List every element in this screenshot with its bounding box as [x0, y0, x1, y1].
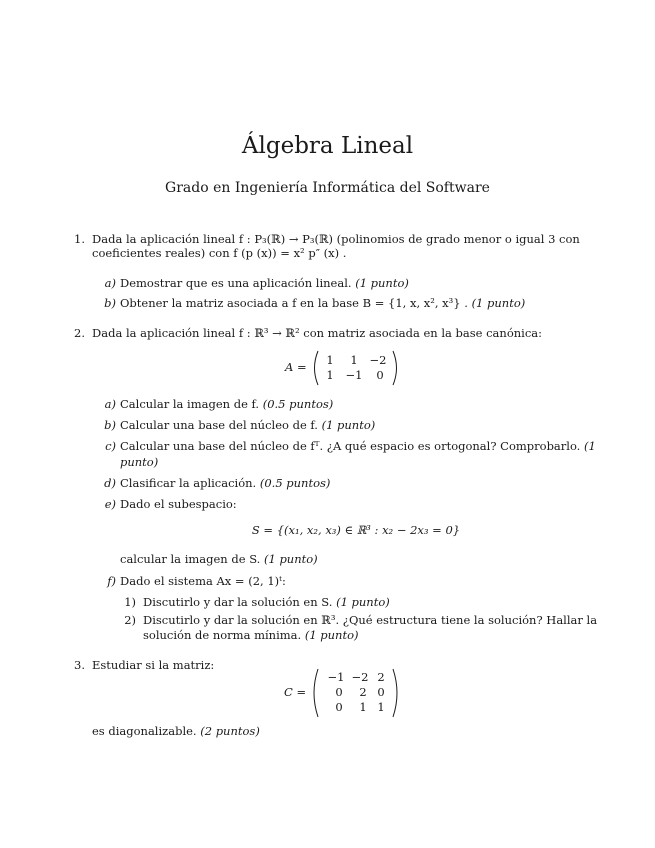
problem-2c-label: c) — [105, 439, 116, 453]
problem-2e-label: e) — [104, 497, 116, 511]
problem-3-after — [92, 724, 260, 739]
page-subtitle: Grado en Ingeniería Informática del Software — [165, 180, 490, 196]
problem-2-number: 2. — [74, 326, 85, 340]
matrix-a-left-paren — [315, 351, 319, 385]
problem-3-after-text: es diagonalizable. — [92, 724, 197, 738]
problem-2c-points: (1 — [584, 439, 596, 453]
problem-1b-text: Obtener la matriz asociada a f en la base B = {1, x, x², x³} . — [120, 296, 468, 310]
problem-2b-text: Calcular una base del núcleo de f. — [120, 418, 318, 432]
matrix-a-cell: 0 — [376, 368, 384, 382]
problem-2a — [120, 397, 333, 412]
problem-2c-text: Calcular una base del núcleo de fᵀ. ¿A qué espacio es ortogonal? Comprobarlo. — [120, 439, 581, 453]
matrix-c-cell: 1 — [377, 700, 385, 714]
problem-2a-label: a) — [104, 397, 116, 411]
problem-2b-label: b) — [104, 418, 116, 432]
problem-1a-text: Demostrar que es una aplicación lineal. — [120, 276, 352, 290]
problem-2d-text: Clasificar la aplicación. — [120, 476, 257, 490]
problem-3-statement: Estudiar si la matriz: — [92, 658, 215, 672]
problem-2e-text: Dado el subespacio: — [120, 497, 237, 511]
matrix-c-cell: −1 — [327, 670, 345, 684]
matrix-a-cell: −1 — [345, 368, 363, 382]
matrix-a-name: A = — [285, 360, 307, 374]
problem-2f2-text-line2: solución de norma mínima. — [143, 628, 302, 642]
problem-2c-points-cont: punto) — [120, 455, 159, 469]
problem-2f2-line2 — [143, 628, 359, 643]
problem-2e-after-text: calcular la imagen de S. — [120, 552, 261, 566]
problem-3-points: (2 puntos) — [200, 724, 260, 738]
problem-2f-text: Dado el sistema Ax = (2, 1)ᵗ: — [120, 574, 286, 588]
problem-1b-points: (1 punto) — [471, 296, 526, 310]
matrix-c-cell: 0 — [335, 685, 343, 699]
problem-2a-points: (0.5 puntos) — [262, 397, 334, 411]
problem-2e-points: (1 punto) — [263, 552, 318, 566]
problem-2f1 — [143, 595, 390, 610]
problem-1a — [120, 276, 409, 291]
problem-2d-label: d) — [104, 476, 116, 490]
matrix-c-name: C = — [284, 685, 307, 699]
problem-2e-after — [120, 552, 318, 567]
matrix-c-cell: 2 — [377, 670, 385, 684]
matrix-c — [310, 667, 402, 719]
matrix-a-right-paren — [393, 351, 397, 385]
matrix-a-cell: 1 — [350, 353, 358, 367]
problem-2-statement: Dada la aplicación lineal f : ℝ³ → ℝ² con matriz asociada en la base canónica: — [92, 326, 542, 340]
problem-2f2-text-line1: Discutirlo y dar la solución en ℝ³. ¿Qué estructura tiene la solución? Hallar la — [143, 613, 598, 627]
problem-1a-label: a) — [104, 276, 116, 290]
problem-2b — [120, 418, 375, 433]
problem-1-statement-line2: coeficientes reales) con f (p (x)) = x² p″ (x) . — [92, 246, 347, 260]
problem-3-number: 3. — [74, 658, 85, 672]
problem-2f2-label: 2) — [124, 613, 136, 627]
page-title: Álgebra Lineal — [241, 133, 414, 159]
problem-1b — [120, 296, 525, 311]
subspace-formula: S = {(x₁, x₂, x₃) ∈ ℝ³ : x₂ − 2x₃ = 0} — [251, 523, 461, 537]
matrix-c-cell: 2 — [359, 685, 367, 699]
problem-2f-label: f) — [107, 574, 116, 588]
problem-1a-points: (1 punto) — [355, 276, 409, 290]
problem-2f1-label: 1) — [124, 595, 136, 609]
problem-2c — [120, 439, 596, 454]
matrix-a-cell: 1 — [326, 353, 334, 367]
problem-1-statement-line1: Dada la aplicación lineal f : P₃(ℝ) → P₃(ℝ) (polinomios de grado menor o igual 3 con — [92, 232, 580, 246]
matrix-c-cell: −2 — [351, 670, 369, 684]
matrix-c-cell: 0 — [377, 685, 385, 699]
matrix-c-cell: 0 — [335, 700, 343, 714]
problem-2d — [120, 476, 330, 491]
problem-2b-points: (1 punto) — [321, 418, 376, 432]
problem-1-number: 1. — [74, 232, 85, 246]
problem-2f1-points: (1 punto) — [336, 595, 390, 609]
matrix-a — [310, 349, 402, 387]
problem-1b-label: b) — [104, 296, 116, 310]
problem-2d-points: (0.5 puntos) — [259, 476, 331, 490]
problem-2a-text: Calcular la imagen de f. — [120, 397, 260, 411]
matrix-c-right-paren — [393, 669, 397, 717]
matrix-a-cell: −2 — [369, 353, 387, 367]
problem-2f2-points: (1 punto) — [304, 628, 359, 642]
matrix-a-cell: 1 — [326, 368, 334, 382]
matrix-c-cell: 1 — [359, 700, 367, 714]
problem-2f1-text: Discutirlo y dar la solución en S. — [143, 595, 333, 609]
matrix-c-left-paren — [314, 669, 318, 717]
